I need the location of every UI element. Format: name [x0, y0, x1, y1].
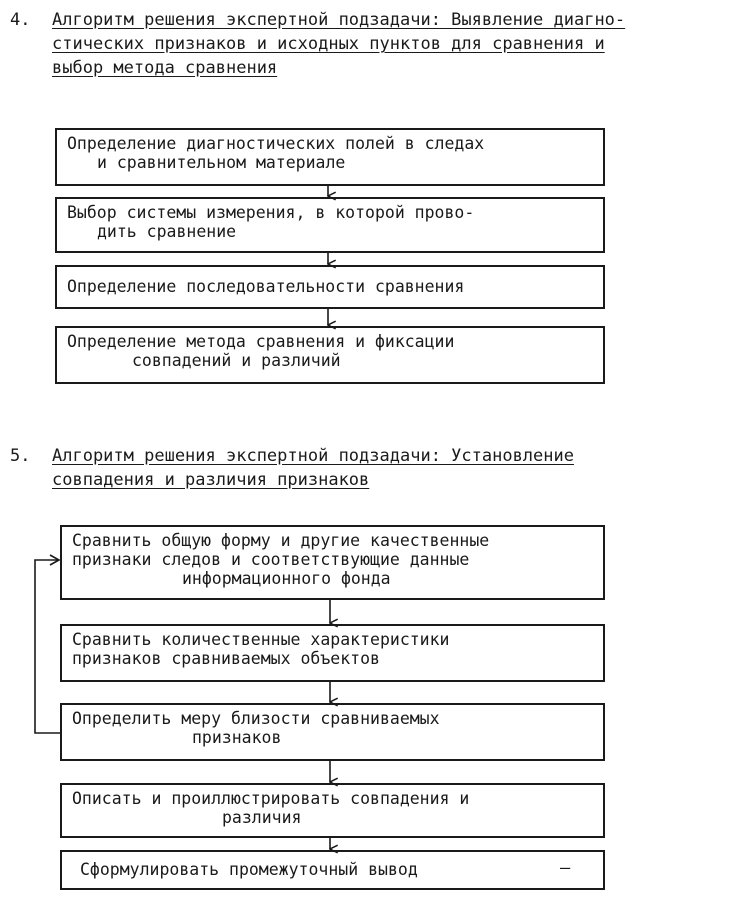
s5-step-3: [60, 703, 605, 761]
s5-step-4-line-2: различия: [222, 808, 302, 827]
s5-step-5-line-1: Сформулировать промежуточный вывод: [80, 860, 418, 879]
s5-step-3-line-2: признаков: [192, 728, 282, 747]
section-4-title-line-2: стических признаков и исходных пунктов для сравнения и: [52, 34, 605, 54]
section-5-number: 5.: [10, 446, 31, 466]
s4-step-4: [55, 326, 605, 384]
s4-step-2-line-1: Выбор системы измерения, в которой прово-: [67, 203, 475, 222]
section-5-title-line-1: Алгоритм решения экспертной подзадачи: Установление: [52, 446, 574, 466]
s4-step-2-line-2: дить сравнение: [97, 222, 237, 241]
s5-step-1-line-1: Сравнить общую форму и другие качественные: [72, 531, 490, 550]
s5-feedback-loop: [35, 560, 60, 733]
s5-step-4-line-1: Описать и проиллюстрировать совпадения и: [72, 789, 470, 808]
s4-step-1-line-1: Определение диагностических полей в следах: [67, 134, 485, 153]
s4-step-2: [55, 197, 605, 253]
section-4-title: [10, 8, 730, 80]
section-5-title-line-2: совпадения и различия признаков: [52, 470, 370, 490]
section-5-title: [10, 444, 730, 492]
s5-step-1: [60, 525, 605, 600]
section-4-number: 4.: [10, 10, 31, 30]
s4-step-1: [55, 128, 605, 186]
s5-step-2: [60, 624, 605, 682]
s5-trailing-dash: —: [560, 858, 571, 878]
s4-step-4-line-1: Определение метода сравнения и фиксации: [67, 332, 455, 351]
s5-step-5: [60, 850, 605, 890]
s4-step-3: [55, 265, 605, 309]
s4-step-4-line-2: совпадений и различий: [132, 351, 341, 370]
s4-step-1-line-2: и сравнительном материале: [97, 153, 346, 172]
section-4-title-line-1: Алгоритм решения экспертной подзадачи: Выявление диагно-: [52, 10, 626, 30]
s5-step-1-line-2: признаки следов и соответствующие данные: [72, 550, 470, 569]
s5-step-4: [60, 783, 605, 838]
s5-step-2-line-2: признаков сравниваемых объектов: [72, 649, 380, 668]
section-4-title-line-3: выбор метода сравнения: [52, 58, 278, 78]
s4-step-3-line-1: Определение последовательности сравнения: [67, 277, 465, 296]
s5-step-1-line-3: информационного фонда: [182, 569, 391, 588]
s5-step-2-line-1: Сравнить количественные характеристики: [72, 630, 450, 649]
s5-step-3-line-1: Определить меру близости сравниваемых: [72, 709, 440, 728]
s5-feedback-arrowhead: [50, 555, 59, 565]
